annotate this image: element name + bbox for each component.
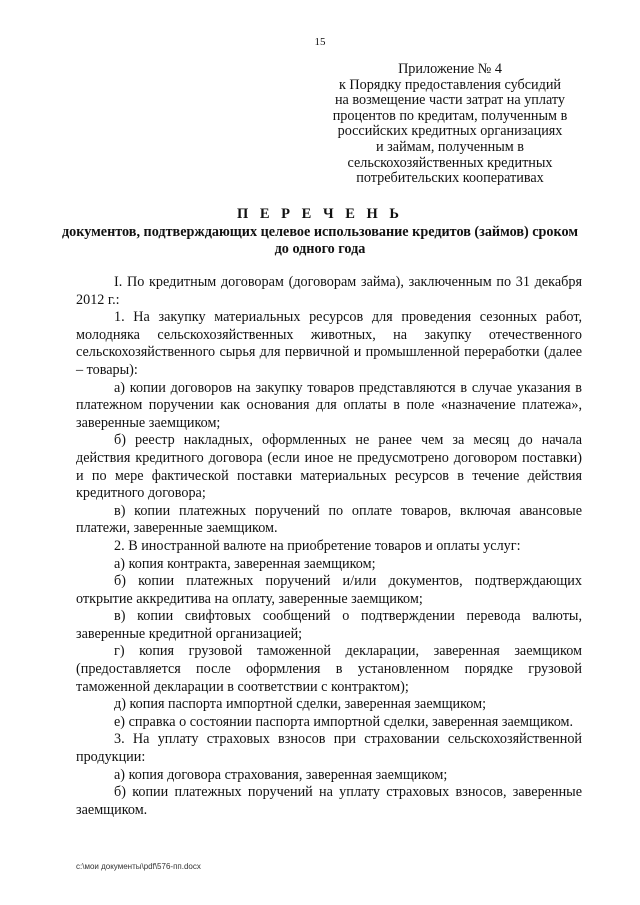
list-item: 1. На закупку материальных ресурсов для проведения сезонных работ, молодняка сельскохозяйственных животных, на закупку отечественного сельскохозяйственного сырья для первичной и промышленной переработки (далее – товары): xyxy=(76,309,582,378)
document-subtitle: документов, подтверждающих целевое использование кредитов (займов) сроком до одного года xyxy=(61,224,579,257)
appendix-line: на возмещение части затрат на уплату xyxy=(334,92,566,109)
list-item: 2. В иностранной валюте на приобретение товаров и оплаты услуг: xyxy=(114,537,521,554)
appendix-header xyxy=(300,62,600,187)
list-item: е) справка о состоянии паспорта импортной сделки, заверенная заемщиком. xyxy=(114,713,574,730)
list-item: а) копия договора страхования, заверенная заемщиком; xyxy=(114,766,448,783)
document-title: П Е Р Е Ч Е Н Ь xyxy=(236,206,404,222)
appendix-line: Приложение № 4 xyxy=(398,61,502,77)
list-item: д) копия паспорта импортной сделки, заверенная заемщиком; xyxy=(114,696,487,713)
appendix-line: к Порядку предоставления субсидий xyxy=(338,76,562,93)
document-body xyxy=(76,274,582,819)
list-item: б) копии платежных поручений и/или документов, подтверждающих открытие аккредитива на оплату, заверенные заемщиком; xyxy=(76,573,582,607)
list-item: в) копии платежных поручений по оплате товаров, включая авансовые платежи, заверенные заемщиком. xyxy=(76,502,582,537)
list-item: г) копия грузовой таможенной декларации, заверенная заемщиком (предоставляется после оформления в установленном порядке грузовой таможенной декларации в соответствии с контрактом); xyxy=(76,643,582,695)
list-item: 3. На уплату страховых взносов при страховании сельскохозяйственной продукции: xyxy=(76,731,582,766)
section-heading: I. По кредитным договорам (договорам займа), заключенным по 31 декабря 2012 г.: xyxy=(76,274,582,308)
appendix-line: процентов по кредитам, полученным в xyxy=(332,107,568,124)
appendix-line: и займам, полученным в xyxy=(376,138,524,155)
list-item: б) копии платежных поручений на уплату страховых взносов, заверенные заемщиком. xyxy=(76,784,582,818)
list-item: б) реестр накладных, оформленных не ранее чем за месяц до начала действия кредитного договора (если иное не предусмотрено договором поставки) и по мере фактической поставки материальных ресурсов в течение действия кредитного договора; xyxy=(76,432,582,502)
page-number: 15 xyxy=(314,36,326,48)
appendix-line: российских кредитных организациях xyxy=(337,123,563,140)
list-item: а) копия контракта, заверенная заемщиком; xyxy=(114,555,376,572)
appendix-line: потребительских кооперативах xyxy=(356,170,544,187)
list-item: в) копии свифтовых сообщений о подтверждении перевода валюты, заверенные кредитной организацией; xyxy=(76,608,582,642)
appendix-line: сельскохозяйственных кредитных xyxy=(347,154,553,171)
file-path-footer: c:\мои документы\pdf\576-пп.docx xyxy=(76,862,201,871)
list-item: а) копии договоров на закупку товаров представляются в случае указания в платежном поручении как основания для оплаты в поле «назначение платежа», заверенные заемщиком; xyxy=(76,379,582,431)
